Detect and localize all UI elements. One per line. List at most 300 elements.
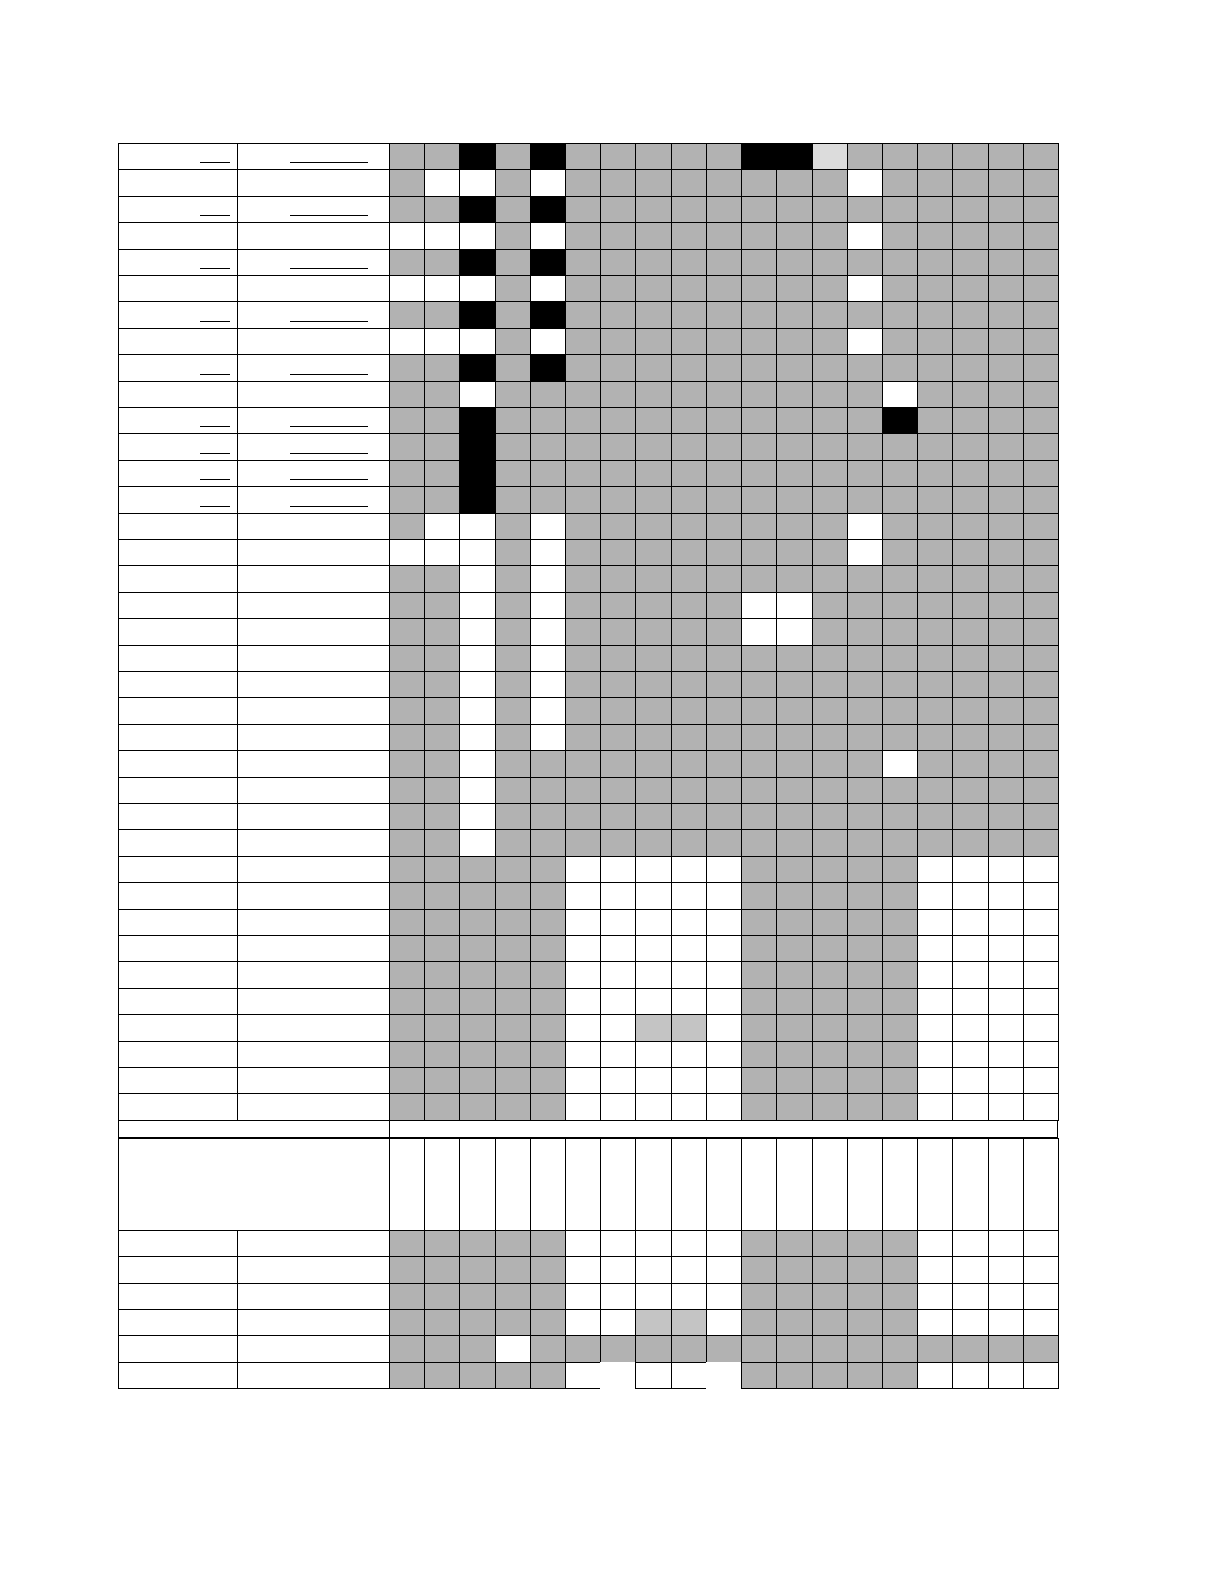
- grid-cell: [424, 486, 460, 513]
- grid-cell: [882, 354, 918, 381]
- row-label-b: [237, 935, 390, 962]
- grid-cell: [1023, 592, 1059, 619]
- grid-cell: [565, 592, 601, 619]
- grid-cell: [600, 381, 636, 408]
- grid-cell: [812, 1335, 848, 1362]
- grid-cell: [882, 565, 918, 592]
- grid-cell: [1023, 328, 1059, 355]
- row-label-b: [237, 169, 390, 196]
- grid-cell: [635, 460, 671, 487]
- grid-cell: [741, 856, 777, 883]
- row-label-b: [237, 618, 390, 645]
- grid-cell: [389, 697, 425, 724]
- grid-cell: [706, 988, 742, 1015]
- grid-cell: [988, 829, 1024, 856]
- grid-cell: [600, 961, 636, 988]
- grid-cell: [706, 565, 742, 592]
- grid-cell: [741, 1067, 777, 1094]
- grid-cell: [776, 1256, 812, 1283]
- row-label-b: [237, 328, 390, 355]
- grid-cell: [600, 829, 636, 856]
- grid-cell: [776, 1093, 812, 1120]
- grid-cell: [952, 486, 988, 513]
- grid-cell: [459, 433, 495, 460]
- grid-cell: [776, 1014, 812, 1041]
- grid-cell: [1023, 169, 1059, 196]
- grid-cell: [424, 1067, 460, 1094]
- grid-cell: [530, 143, 566, 170]
- grid-cell: [600, 803, 636, 830]
- grid-cell: [988, 618, 1024, 645]
- grid-cell: [882, 697, 918, 724]
- grid-cell: [565, 1138, 601, 1231]
- grid-cell: [917, 935, 953, 962]
- grid-cell: [741, 1230, 777, 1257]
- grid-cell: [988, 1067, 1024, 1094]
- grid-cell: [1023, 539, 1059, 566]
- grid-cell: [389, 513, 425, 540]
- grid-cell: [389, 275, 425, 302]
- grid-cell: [424, 803, 460, 830]
- label-underline-long: [290, 162, 368, 163]
- grid-cell: [776, 275, 812, 302]
- grid-cell: [952, 433, 988, 460]
- grid-cell: [812, 1041, 848, 1068]
- grid-cell: [671, 618, 707, 645]
- grid-cell: [847, 1335, 883, 1362]
- row-label-b: [237, 196, 390, 223]
- grid-cell: [424, 539, 460, 566]
- grid-cell: [882, 1309, 918, 1336]
- grid-cell: [847, 697, 883, 724]
- grid-cell: [495, 1093, 531, 1120]
- grid-cell: [741, 1041, 777, 1068]
- grid-cell: [565, 301, 601, 328]
- grid-cell: [495, 169, 531, 196]
- grid-cell: [565, 328, 601, 355]
- row-label-a: [118, 354, 238, 381]
- row-label-a: [118, 697, 238, 724]
- grid-cell: [389, 381, 425, 408]
- grid-cell: [635, 829, 671, 856]
- grid-cell: [389, 1138, 425, 1231]
- row-label-a: [118, 1335, 238, 1362]
- grid-cell: [530, 249, 566, 276]
- grid-cell: [495, 513, 531, 540]
- grid-cell: [812, 354, 848, 381]
- grid-cell: [671, 565, 707, 592]
- grid-cell: [459, 407, 495, 434]
- grid-cell: [635, 407, 671, 434]
- grid-cell: [389, 882, 425, 909]
- grid-cell: [952, 1309, 988, 1336]
- grid-cell: [847, 961, 883, 988]
- grid-cell: [952, 196, 988, 223]
- grid-cell: [424, 1041, 460, 1068]
- grid-cell: [671, 196, 707, 223]
- grid-cell: [847, 1309, 883, 1336]
- grid-cell: [847, 724, 883, 751]
- grid-cell: [1023, 1138, 1059, 1231]
- grid-cell: [776, 1230, 812, 1257]
- grid-cell: [706, 1256, 742, 1283]
- grid-cell: [424, 460, 460, 487]
- row-label-b: [237, 249, 390, 276]
- grid-cell: [671, 988, 707, 1015]
- grid-cell: [495, 1230, 531, 1257]
- grid-cell: [882, 1138, 918, 1231]
- grid-cell: [741, 433, 777, 460]
- grid-cell: [459, 961, 495, 988]
- grid-cell: [389, 961, 425, 988]
- grid-cell: [459, 1362, 495, 1389]
- grid-cell: [1023, 460, 1059, 487]
- grid-cell: [459, 803, 495, 830]
- grid-cell: [741, 565, 777, 592]
- grid-cell: [1023, 988, 1059, 1015]
- grid-cell: [459, 777, 495, 804]
- label-underline-short: [200, 453, 230, 454]
- grid-cell: [988, 354, 1024, 381]
- row-label-b: [237, 143, 390, 170]
- grid-cell: [988, 909, 1024, 936]
- grid-cell: [917, 645, 953, 672]
- grid-cell: [495, 829, 531, 856]
- grid-cell: [1023, 829, 1059, 856]
- grid-cell: [635, 882, 671, 909]
- row-label-a: [118, 169, 238, 196]
- grid-cell: [671, 1014, 707, 1041]
- label-underline-long: [290, 453, 368, 454]
- grid-cell: [917, 1230, 953, 1257]
- grid-cell: [882, 1335, 918, 1362]
- grid-cell: [1023, 856, 1059, 883]
- grid-cell: [882, 618, 918, 645]
- grid-cell: [882, 1256, 918, 1283]
- grid-cell: [952, 249, 988, 276]
- grid-cell: [600, 486, 636, 513]
- grid-cell: [530, 539, 566, 566]
- grid-cell: [565, 618, 601, 645]
- grid-cell: [706, 882, 742, 909]
- grid-cell: [812, 724, 848, 751]
- grid-cell: [1023, 935, 1059, 962]
- grid-cell: [776, 169, 812, 196]
- grid-cell: [706, 433, 742, 460]
- grid-cell: [530, 961, 566, 988]
- grid-cell: [812, 143, 848, 170]
- grid-cell: [424, 618, 460, 645]
- grid-cell: [424, 592, 460, 619]
- grid-cell: [776, 988, 812, 1015]
- grid-cell: [706, 1041, 742, 1068]
- row-label-b: [237, 565, 390, 592]
- grid-cell: [917, 671, 953, 698]
- grid-cell: [565, 433, 601, 460]
- grid-cell: [847, 354, 883, 381]
- row-label-b: [237, 829, 390, 856]
- grid-cell: [495, 882, 531, 909]
- row-label-b: [237, 988, 390, 1015]
- grid-cell: [952, 1256, 988, 1283]
- grid-cell: [741, 143, 777, 170]
- row-label-a: [118, 988, 238, 1015]
- row-label-a: [118, 1362, 238, 1389]
- grid-cell: [389, 1093, 425, 1120]
- grid-cell: [917, 882, 953, 909]
- grid-cell: [706, 354, 742, 381]
- grid-cell: [495, 592, 531, 619]
- grid-cell: [882, 301, 918, 328]
- grid-cell: [495, 1138, 531, 1231]
- grid-cell: [565, 249, 601, 276]
- grid-cell: [776, 354, 812, 381]
- grid-cell: [459, 1014, 495, 1041]
- grid-cell: [776, 222, 812, 249]
- grid-cell: [635, 301, 671, 328]
- grid-cell: [952, 882, 988, 909]
- grid-cell: [882, 539, 918, 566]
- grid-cell: [847, 486, 883, 513]
- grid-cell: [389, 935, 425, 962]
- grid-cell: [635, 1138, 671, 1231]
- grid-cell: [847, 513, 883, 540]
- grid-cell: [459, 1256, 495, 1283]
- grid-cell: [565, 169, 601, 196]
- grid-cell: [917, 592, 953, 619]
- grid-cell: [988, 777, 1024, 804]
- grid-cell: [1023, 882, 1059, 909]
- grid-cell: [530, 301, 566, 328]
- grid-cell: [952, 961, 988, 988]
- grid-cell: [847, 1014, 883, 1041]
- grid-cell: [389, 169, 425, 196]
- grid-cell: [424, 381, 460, 408]
- grid-cell: [988, 1256, 1024, 1283]
- grid-cell: [389, 1230, 425, 1257]
- grid-cell: [495, 1283, 531, 1310]
- grid-cell: [495, 697, 531, 724]
- grid-cell: [882, 407, 918, 434]
- grid-cell: [389, 829, 425, 856]
- grid-cell: [671, 222, 707, 249]
- grid-cell: [635, 671, 671, 698]
- grid-cell: [495, 1041, 531, 1068]
- grid-cell: [1023, 909, 1059, 936]
- row-label-a: [118, 1309, 238, 1336]
- grid-cell: [565, 671, 601, 698]
- grid-cell: [530, 565, 566, 592]
- grid-cell: [952, 407, 988, 434]
- grid-cell: [459, 592, 495, 619]
- grid-cell: [706, 143, 742, 170]
- grid-cell: [706, 1230, 742, 1257]
- grid-cell: [741, 407, 777, 434]
- grid-cell: [741, 381, 777, 408]
- grid-cell: [565, 750, 601, 777]
- grid-cell: [847, 618, 883, 645]
- grid-cell: [565, 803, 601, 830]
- grid-cell: [671, 909, 707, 936]
- grid-cell: [1023, 565, 1059, 592]
- grid-cell: [530, 1093, 566, 1120]
- grid-cell: [635, 381, 671, 408]
- grid-cell: [776, 433, 812, 460]
- grid-cell: [459, 645, 495, 672]
- grid-cell: [847, 1138, 883, 1231]
- grid-cell: [776, 750, 812, 777]
- grid-cell: [988, 381, 1024, 408]
- grid-cell: [600, 275, 636, 302]
- grid-cell: [917, 988, 953, 1015]
- grid-cell: [635, 988, 671, 1015]
- grid-cell: [671, 803, 707, 830]
- grid-cell: [741, 618, 777, 645]
- grid-cell: [741, 882, 777, 909]
- grid-cell: [917, 1014, 953, 1041]
- grid-cell: [741, 301, 777, 328]
- grid-cell: [459, 143, 495, 170]
- grid-cell: [459, 381, 495, 408]
- grid-cell: [495, 354, 531, 381]
- grid-cell: [812, 1093, 848, 1120]
- grid-cell: [917, 539, 953, 566]
- row-label-b: [237, 222, 390, 249]
- grid-cell: [741, 1138, 777, 1231]
- grid-cell: [706, 1067, 742, 1094]
- grid-cell: [988, 275, 1024, 302]
- grid-cell: [424, 961, 460, 988]
- grid-cell: [776, 381, 812, 408]
- grid-cell: [741, 1309, 777, 1336]
- grid-cell: [424, 565, 460, 592]
- grid-cell: [917, 433, 953, 460]
- grid-cell: [988, 1138, 1024, 1231]
- grid-cell: [706, 407, 742, 434]
- grid-cell: [741, 803, 777, 830]
- grid-cell: [495, 909, 531, 936]
- grid-cell: [812, 539, 848, 566]
- grid-cell: [706, 328, 742, 355]
- grid-cell: [495, 671, 531, 698]
- grid-cell: [530, 1283, 566, 1310]
- label-underline-short: [200, 506, 230, 507]
- grid-cell: [635, 909, 671, 936]
- grid-cell: [1023, 961, 1059, 988]
- grid-cell: [424, 697, 460, 724]
- grid-cell: [952, 935, 988, 962]
- grid-cell: [424, 1362, 460, 1389]
- grid-cell: [988, 196, 1024, 223]
- grid-cell: [917, 381, 953, 408]
- grid-cell: [1023, 1041, 1059, 1068]
- grid-cell: [600, 935, 636, 962]
- grid-cell: [952, 1041, 988, 1068]
- grid-cell: [459, 275, 495, 302]
- grid-cell: [917, 143, 953, 170]
- grid-cell: [671, 1093, 707, 1120]
- row-label-a: [118, 961, 238, 988]
- grid-cell: [706, 222, 742, 249]
- grid-cell: [600, 249, 636, 276]
- grid-cell: [565, 645, 601, 672]
- grid-cell: [776, 1335, 812, 1362]
- grid-cell: [565, 196, 601, 223]
- grid-cell: [776, 565, 812, 592]
- grid-cell: [917, 750, 953, 777]
- grid-cell: [882, 671, 918, 698]
- grid-cell: [1023, 1335, 1059, 1362]
- grid-cell: [847, 909, 883, 936]
- grid-cell: [459, 1067, 495, 1094]
- grid-cell: [882, 909, 918, 936]
- grid-cell: [389, 565, 425, 592]
- grid-cell: [952, 777, 988, 804]
- grid-cell: [389, 143, 425, 170]
- grid-cell: [530, 513, 566, 540]
- grid-cell: [988, 433, 1024, 460]
- grid-cell: [389, 460, 425, 487]
- row-label-b: [237, 1309, 390, 1336]
- grid-cell: [952, 354, 988, 381]
- grid-cell: [600, 222, 636, 249]
- row-label-a: [118, 856, 238, 883]
- grid-cell: [424, 407, 460, 434]
- grid-cell: [776, 301, 812, 328]
- row-label-a: [118, 486, 238, 513]
- grid-cell: [600, 513, 636, 540]
- grid-cell: [847, 1041, 883, 1068]
- grid-cell: [882, 1067, 918, 1094]
- grid-cell: [635, 592, 671, 619]
- grid-cell: [812, 1138, 848, 1231]
- row-label-b: [237, 407, 390, 434]
- label-underline-long: [290, 321, 368, 322]
- row-label-a: [118, 909, 238, 936]
- row-label-b: [237, 513, 390, 540]
- grid-cell: [495, 750, 531, 777]
- grid-cell: [424, 275, 460, 302]
- grid-cell: [812, 750, 848, 777]
- label-underline-short: [200, 426, 230, 427]
- grid-cell: [459, 1309, 495, 1336]
- grid-cell: [530, 1014, 566, 1041]
- label-underline-long: [290, 215, 368, 216]
- grid-cell: [389, 645, 425, 672]
- grid-cell: [882, 592, 918, 619]
- grid-cell: [459, 565, 495, 592]
- grid-cell: [952, 724, 988, 751]
- grid-cell: [917, 1093, 953, 1120]
- grid-cell: [600, 618, 636, 645]
- grid-cell: [988, 592, 1024, 619]
- grid-cell: [635, 169, 671, 196]
- grid-cell: [706, 196, 742, 223]
- grid-cell: [424, 988, 460, 1015]
- grid-cell: [495, 222, 531, 249]
- grid-cell: [1023, 1283, 1059, 1310]
- grid-cell: [530, 1335, 566, 1362]
- row-label-b: [237, 1067, 390, 1094]
- row-label-a: [118, 539, 238, 566]
- grid-cell: [741, 1362, 777, 1389]
- grid-cell: [882, 1093, 918, 1120]
- grid-cell: [706, 777, 742, 804]
- row-label-a: [118, 829, 238, 856]
- grid-cell: [741, 328, 777, 355]
- grid-cell: [812, 777, 848, 804]
- row-label-a: [118, 618, 238, 645]
